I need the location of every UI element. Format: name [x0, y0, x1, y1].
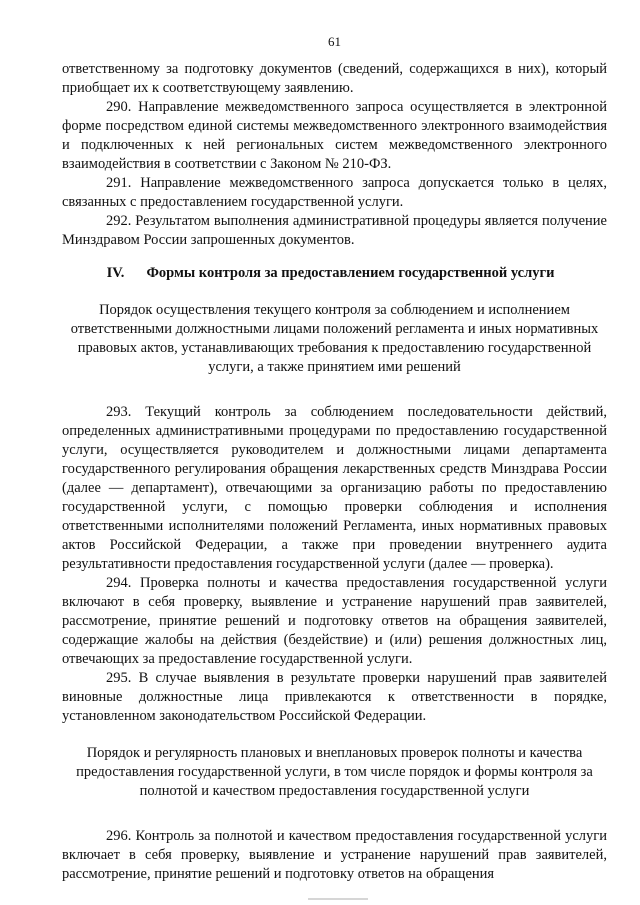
paragraph-continued: ответственному за подготовку документов (сведений, содержащихся в них), который приобщает их к соответствующему заявлению. — [62, 61, 607, 96]
subsection-heading-1: Порядок осуществления текущего контроля за соблюдением и исполнением ответственными должностными лицами положений регламента и иных нормативных правовых актов, устанавливающих требования к предоставлению государственной услуги, а также принятием ими решений — [70, 302, 599, 375]
scan-edge-mark — [308, 898, 368, 900]
paragraph-290: 290. Направление межведомственного запроса осуществляется в электронной форме посредством единой системы межведомственного электронного взаимодействия и подключенных к ней региональных систем межведомственного электронного взаимодействия в соответствии с Законом № 210-ФЗ. — [62, 99, 607, 172]
paragraph-293: 293. Текущий контроль за соблюдением последовательности действий, определенных административными процедурами по предоставлению государственной услуги, осуществляется руководителем и должностными лицами департамента государственного регулирования обращения лекарственных средств Минздрава России (далее — департамент), отвечающими за организацию работы по предоставлению государственной услуги, с помощью проверки соблюдения и исполнения ответственными исполнителями положений Регламента, иных нормативных правовых актов Российской Федерации, а также при проведении внутреннего аудита результативности предоставления государственной услуги (далее — проверка). — [62, 404, 607, 572]
section-heading — [62, 264, 607, 283]
subsection-heading-2: Порядок и регулярность плановых и внеплановых проверок полноты и качества предоставления государственной услуги, в том числе порядок и формы контроля за полнотой и качеством предоставления государственной услуги — [76, 745, 593, 799]
paragraph-295: 295. В случае выявления в результате проверки нарушений прав заявителей виновные должностные лица привлекаются к ответственности в порядке, установленном законодательством Российской Федерации. — [62, 670, 607, 724]
paragraph-296: 296. Контроль за полнотой и качеством предоставления государственной услуги включает в себя проверку, выявление и устранение нарушений прав заявителей, рассмотрение, принятие решений и подготовку ответов на обращения — [62, 828, 607, 882]
paragraph-294: 294. Проверка полноты и качества предоставления государственной услуги включают в себя проверку, выявление и устранение нарушений прав заявителей, рассмотрение, принятие решений и подготовку ответов на обращения заявителей, содержащие жалобы на действия (бездействие) и (или) решения должностных лиц, отвечающих за предоставление государственной услуги. — [62, 575, 607, 667]
paragraph-292: 292. Результатом выполнения административной процедуры является получение Минздравом России запрошенных документов. — [62, 213, 607, 248]
section-number: IV. — [106, 265, 125, 281]
page-number: 61 — [328, 34, 341, 49]
section-title: Формы контроля за предоставлением государственной услуги — [146, 265, 555, 281]
paragraph-291: 291. Направление межведомственного запроса допускается только в целях, связанных с предоставлением государственной услуги. — [62, 175, 607, 210]
